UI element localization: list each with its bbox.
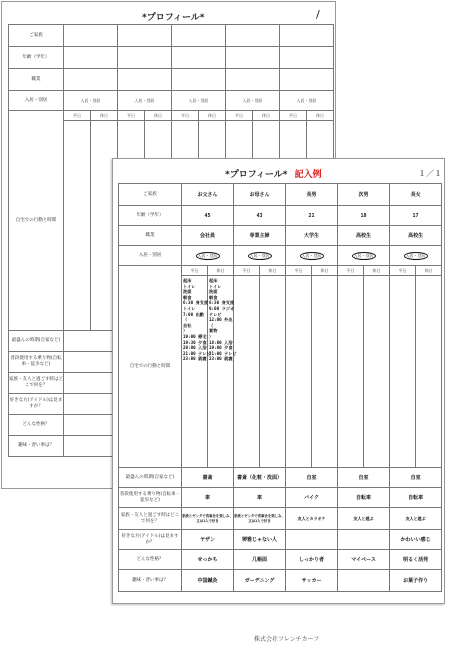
- timeline-entry: ）: [183, 328, 188, 334]
- timeline-entry: 7:00 出勤: [183, 311, 204, 317]
- timeline-entry: 洗面: [209, 289, 218, 295]
- timeline-entry: 23:00 就寝: [209, 356, 233, 362]
- schedule-cell[interactable]: [312, 276, 338, 468]
- member-job[interactable]: 大学生: [286, 226, 338, 246]
- timeline-entry: 20:00 入浴: [183, 345, 207, 351]
- member-job[interactable]: 高校生: [338, 226, 390, 246]
- schedule-father-holiday[interactable]: [208, 276, 237, 468]
- sub-header: 休日: [260, 266, 286, 276]
- schedule-cell[interactable]: [234, 276, 260, 468]
- member-age[interactable]: 17: [390, 206, 442, 226]
- member-job[interactable]: 会社員: [182, 226, 234, 246]
- sub-header: 平日: [182, 266, 208, 276]
- schedule-cell[interactable]: [364, 276, 390, 468]
- member-age[interactable]: 45: [182, 206, 234, 226]
- back-row-label-busy: 最盛んの時期(自家など): [9, 331, 64, 352]
- back-cell[interactable]: [226, 47, 280, 69]
- back-cell[interactable]: [118, 47, 172, 69]
- member-fav[interactable]: ヤザン: [182, 530, 234, 550]
- back-sub-header: 平日: [118, 111, 145, 121]
- row-label-fav-show: 好きな方(アイドル)は見ますか？: [119, 530, 182, 550]
- back-sub-header: 休日: [145, 111, 172, 121]
- circled-option: 入居・別居: [405, 252, 426, 258]
- back-cell[interactable]: [172, 47, 226, 69]
- back-row-label-age: 年齢（学年）: [9, 47, 64, 69]
- member-busy[interactable]: 書斎: [182, 468, 234, 488]
- back-row-label-hobby: 趣味・習い事は？: [9, 436, 64, 457]
- timeline-entry: ）: [209, 333, 214, 339]
- member-name[interactable]: 長女: [390, 184, 442, 206]
- member-hobby[interactable]: お菓子作り: [390, 570, 442, 592]
- back-row-label-fav-show: 好きな方(アイドル)は見ますか？: [9, 394, 64, 415]
- sub-header: 休日: [208, 266, 234, 276]
- member-fav[interactable]: [286, 530, 338, 550]
- row-label-personality: どんな性格？: [119, 550, 182, 570]
- back-sub-header: 休日: [253, 111, 280, 121]
- member-personality[interactable]: マイペース: [338, 550, 390, 570]
- member-car[interactable]: バイク: [286, 488, 338, 508]
- timeline-entry: トイレ: [183, 305, 196, 311]
- member-bath[interactable]: [338, 246, 390, 266]
- front-sheet-title: [225, 167, 322, 180]
- member-age[interactable]: 43: [234, 206, 286, 226]
- timeline-entry: 21:00 テレビ: [183, 350, 211, 356]
- timeline-entry: 会社: [183, 322, 192, 328]
- timeline-entry: 19:30 夕食: [183, 339, 207, 345]
- member-hobby[interactable]: サッカー: [286, 570, 338, 592]
- member-meet[interactable]: 家族とゼンタで食事会を楽しみ、又は1人で好き: [234, 508, 286, 530]
- member-busy[interactable]: 自室: [286, 468, 338, 488]
- front-title-text: *プロフィール*: [225, 170, 288, 180]
- back-sub-header: 休日: [307, 111, 334, 121]
- member-busy[interactable]: 自室: [338, 468, 390, 488]
- member-bath[interactable]: [286, 246, 338, 266]
- back-cell[interactable]: [118, 25, 172, 47]
- corner-mark: /: [316, 8, 320, 21]
- profile-sheet-example: [112, 158, 445, 604]
- row-label-name: ご家族: [119, 184, 182, 206]
- timeline-entry: トイレ: [183, 283, 196, 289]
- back-cell[interactable]: [172, 69, 226, 91]
- back-sub-header: 平日: [226, 111, 253, 121]
- back-row-label-family-meet: 家族・友人と過ごす時はどこで何を？: [9, 373, 64, 394]
- back-sub-header: 平日: [172, 111, 199, 121]
- sub-header: 平日: [234, 266, 260, 276]
- back-row-label-personality: どんな性格？: [9, 415, 64, 436]
- timeline-entry: トイレ: [209, 283, 222, 289]
- back-bath-option[interactable]: 入居・別居: [64, 91, 118, 111]
- back-bath-option[interactable]: 入居・別居: [118, 91, 172, 111]
- back-sub-header: 平日: [64, 111, 91, 121]
- member-bath[interactable]: [182, 246, 234, 266]
- member-job[interactable]: 専業主婦: [234, 226, 286, 246]
- member-name[interactable]: 次男: [338, 184, 390, 206]
- example-label: 記入例: [294, 170, 322, 180]
- member-personality[interactable]: 几帳面: [234, 550, 286, 570]
- sub-header: 平日: [286, 266, 312, 276]
- member-fav[interactable]: [338, 530, 390, 550]
- page-number: １／１: [418, 169, 442, 178]
- back-row-label-bath: 入居・別居: [9, 91, 64, 111]
- member-car[interactable]: 車: [234, 488, 286, 508]
- circled-option: 入居・別居: [301, 252, 322, 258]
- back-bath-option[interactable]: 入居・別居: [280, 91, 334, 111]
- timeline-entry: 18:00 入浴: [209, 339, 233, 345]
- timeline-entry: （: [183, 317, 188, 323]
- member-car[interactable]: 自転車: [338, 488, 390, 508]
- back-cell[interactable]: [280, 69, 334, 91]
- sub-header: 休日: [364, 266, 390, 276]
- member-hobby[interactable]: 中国鍼灸: [182, 570, 234, 592]
- back-bath-option[interactable]: 入居・別居: [172, 91, 226, 111]
- back-cell[interactable]: [64, 47, 118, 69]
- row-label-busy: 最盛んの時期(自家など): [119, 468, 182, 488]
- schedule-father-weekday[interactable]: [182, 276, 211, 468]
- back-cell[interactable]: [118, 69, 172, 91]
- back-row-label-job: 職業: [9, 69, 64, 91]
- sub-header: 休日: [416, 266, 442, 276]
- timeline-entry: 朝食: [183, 294, 192, 300]
- member-age[interactable]: 21: [286, 206, 338, 226]
- back-cell[interactable]: [280, 47, 334, 69]
- back-cell[interactable]: [226, 69, 280, 91]
- member-age[interactable]: 18: [338, 206, 390, 226]
- member-name[interactable]: お母さん: [234, 184, 286, 206]
- row-label-job: 職業: [119, 226, 182, 246]
- sub-header: 平日: [390, 266, 416, 276]
- member-fav[interactable]: かわいい感じ: [390, 530, 442, 550]
- timeline-entry: 12:00 外出: [209, 317, 233, 323]
- timeline: [208, 276, 237, 364]
- schedule-cell[interactable]: [260, 276, 286, 468]
- timeline-entry: 21:00 テレビ: [209, 350, 237, 356]
- sub-header: 休日: [312, 266, 338, 276]
- member-personality[interactable]: 明るく活発: [390, 550, 442, 570]
- back-sub-header: 休日: [199, 111, 226, 121]
- timeline-entry: 起床: [183, 278, 192, 283]
- back-sub-header: 平日: [280, 111, 307, 121]
- schedule-cell[interactable]: [390, 276, 416, 468]
- member-meet[interactable]: 友人とカラオケ: [286, 508, 338, 530]
- circled-option: 入居・別居: [197, 252, 218, 258]
- timeline-entry: 9:00 ラジオ: [209, 305, 235, 311]
- member-busy[interactable]: 書斎（化粧・洗面）: [234, 468, 286, 488]
- timeline: [182, 276, 211, 364]
- member-hobby[interactable]: ガーデニング: [234, 570, 286, 592]
- timeline-entry: 起床: [209, 278, 218, 283]
- member-busy[interactable]: 自室: [390, 468, 442, 488]
- back-cell[interactable]: [64, 121, 91, 331]
- member-car[interactable]: 車: [182, 488, 234, 508]
- member-meet[interactable]: 家族とゼンタで食事会を楽しみ、又は1人で好き: [182, 508, 234, 530]
- timeline-entry: 6:30 身支度: [183, 300, 209, 306]
- timeline-entry: 19:00 帰宅: [183, 333, 207, 339]
- circled-option: 入居・別居: [249, 252, 270, 258]
- back-row-label-name: ご家族: [9, 25, 64, 47]
- timeline-entry: テレビ: [209, 311, 222, 317]
- member-bath[interactable]: [234, 246, 286, 266]
- back-cell[interactable]: [64, 25, 118, 47]
- timeline-entry: 買物: [209, 328, 218, 334]
- member-personality[interactable]: せっかち: [182, 550, 234, 570]
- back-cell[interactable]: [64, 69, 118, 91]
- circled-option: 入居・別居: [353, 252, 374, 258]
- timeline-entry: 19:00 夕食: [209, 345, 233, 351]
- timeline-entry: 23:00 就寝: [183, 356, 207, 362]
- member-job[interactable]: 高校生: [390, 226, 442, 246]
- back-cell[interactable]: [280, 25, 334, 47]
- row-label-age: 年齢（学年）: [119, 206, 182, 226]
- company-name: 株式会社フレンチカーフ: [254, 636, 320, 643]
- back-cell[interactable]: [226, 25, 280, 47]
- row-label-family-meet: 家族・友人と過ごす時はどこで何を？: [119, 508, 182, 530]
- row-label-car: 普段使用する乗り物(自転車・徒歩など): [119, 488, 182, 508]
- back-sub-header: 休日: [91, 111, 118, 121]
- timeline-entry: 洗面: [183, 289, 192, 295]
- schedule-cell[interactable]: [416, 276, 442, 468]
- timeline-entry: 朝食: [209, 294, 218, 300]
- back-cell[interactable]: [172, 25, 226, 47]
- example-profile-table: [118, 183, 442, 592]
- row-label-hobby: 趣味・習い事は？: [119, 570, 182, 592]
- member-name[interactable]: お父さん: [182, 184, 234, 206]
- member-car[interactable]: 自転車: [390, 488, 442, 508]
- member-name[interactable]: 長男: [286, 184, 338, 206]
- sub-header: 平日: [338, 266, 364, 276]
- member-hobby[interactable]: [338, 570, 390, 592]
- member-meet[interactable]: 友人と遊ぶ: [390, 508, 442, 530]
- member-bath[interactable]: [390, 246, 442, 266]
- schedule-cell[interactable]: [338, 276, 364, 468]
- row-label-schedule: 自宅での行動と時間: [119, 266, 182, 468]
- row-label-bath: 入居・別居: [119, 246, 182, 266]
- timeline-entry: 8:30 身支度: [209, 300, 235, 306]
- back-sheet-title: *プロフィール*: [142, 13, 205, 23]
- back-row-label-schedule: 自宅での行動と時間: [9, 111, 64, 331]
- member-personality[interactable]: しっかり者: [286, 550, 338, 570]
- back-row-label-car: 普段使用する乗り物(自転車・徒歩など): [9, 352, 64, 373]
- member-fav[interactable]: 堺雅じゃない人: [234, 530, 286, 550]
- timeline-entry: （: [209, 322, 214, 328]
- schedule-cell[interactable]: [286, 276, 312, 468]
- back-bath-option[interactable]: 入居・別居: [226, 91, 280, 111]
- member-meet[interactable]: 友人と遊ぶ: [338, 508, 390, 530]
